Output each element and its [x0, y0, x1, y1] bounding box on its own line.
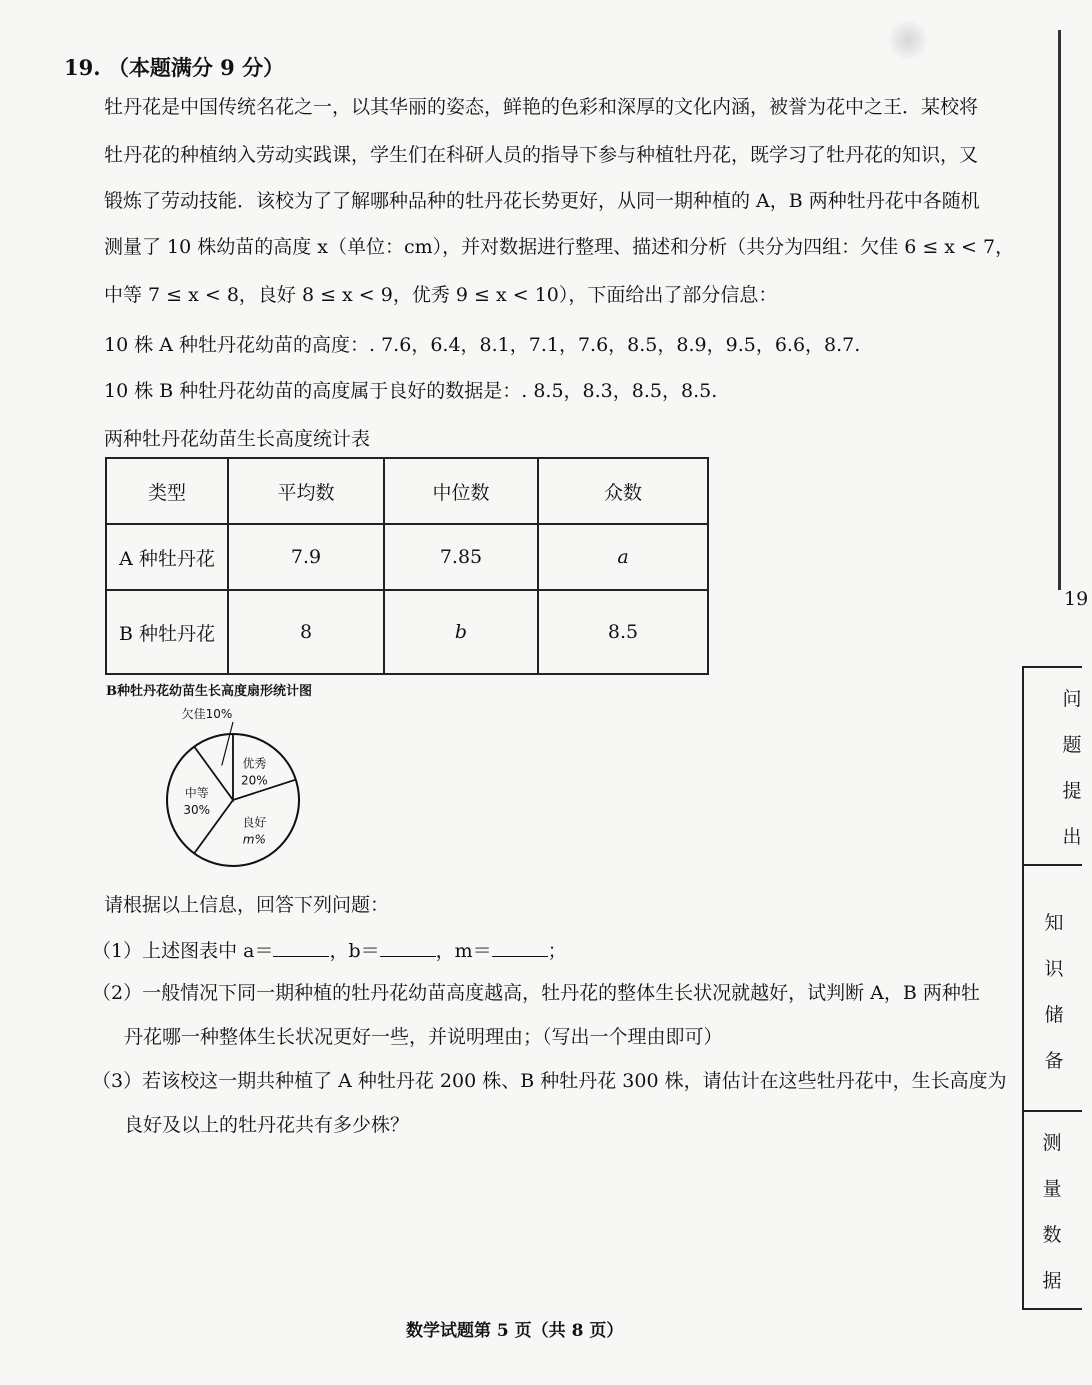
pie-value-3: 30%: [183, 803, 211, 817]
side-char: 出: [1062, 826, 1082, 848]
q1-m-label: ，m＝: [435, 940, 492, 962]
cell-type-b: B 种牡丹花: [106, 590, 228, 674]
cell-mode-b: 8.5: [538, 590, 708, 674]
intro-line-5: 中等 7 ≤ x < 8，良好 8 ≤ x < 9，优秀 9 ≤ x < 10），下面给出了部分信息：: [104, 284, 778, 306]
question-number: 19.: [64, 55, 101, 80]
scan-smudge: [888, 20, 928, 60]
q1-b-label: ，b＝: [329, 940, 380, 962]
side-char: 问: [1062, 688, 1082, 710]
side-box-knowledge: [1022, 864, 1082, 1112]
table-row: [106, 524, 708, 590]
pie-label-2: 良好: [242, 815, 267, 830]
cell-median-a: 7.85: [384, 524, 538, 590]
side-box-problem: [1022, 666, 1082, 866]
answer-blank-b[interactable]: [380, 938, 436, 957]
side-char: 数: [1042, 1224, 1062, 1246]
side-question-number: 19: [1064, 588, 1089, 610]
side-char: 题: [1062, 734, 1082, 756]
intro-line-3: 锻炼了劳动技能．该校为了了解哪种品种的牡丹花长势更好，从同一期种植的 A，B 两种牡丹花中各随机: [104, 190, 980, 212]
question-header: [64, 52, 284, 82]
pie-label-0: 欠佳10%: [181, 707, 233, 721]
pie-chart: [150, 700, 310, 880]
question-score: （本题满分 9 分）: [107, 55, 285, 80]
answer-blank-m[interactable]: [492, 938, 548, 957]
side-char: 识: [1044, 958, 1064, 980]
pie-label-3: 中等: [184, 786, 209, 800]
table-row: [106, 590, 708, 674]
pie-leader-line: [222, 722, 233, 765]
question-2-line-1: （2）一般情况下同一期种植的牡丹花幼苗高度越高，牡丹花的整体生长状况就越好，试判断 A，B 两种牡: [92, 982, 980, 1004]
stats-table: [105, 457, 709, 675]
cell-mode-a: a: [538, 524, 708, 590]
page-footer: 数学试题第 5 页（共 8 页）: [406, 1321, 624, 1341]
table-title: 两种牡丹花幼苗生长高度统计表: [104, 428, 371, 450]
side-char: 测: [1042, 1132, 1062, 1154]
side-char: 据: [1042, 1270, 1062, 1292]
data-b-line: 10 株 B 种牡丹花幼苗的高度属于良好的数据是：. 8.5，8.3，8.5，8.5.: [104, 380, 718, 402]
question-1: [92, 936, 567, 963]
intro-line-4: 测量了 10 株幼苗的高度 x（单位：cm），并对数据进行整理、描述和分析（共分为四组：欠佳 6 ≤ x < 7，: [104, 236, 1015, 258]
question-2-line-2: 丹花哪一种整体生长状况更好一些，并说明理由；（写出一个理由即可）: [124, 1026, 723, 1048]
header-type: 类型: [106, 458, 228, 524]
q1-end: ；: [547, 940, 567, 962]
binding-line: [1058, 30, 1061, 590]
question-3-line-1: （3）若该校这一期共种植了 A 种牡丹花 200 株、B 种牡丹花 300 株，请估计在这些牡丹花中，生长高度为: [92, 1070, 1007, 1092]
pie-chart-title: B种牡丹花幼苗生长高度扇形统计图: [106, 684, 312, 699]
question-3-line-2: 良好及以上的牡丹花共有多少株？: [124, 1114, 410, 1136]
answer-blank-a[interactable]: [273, 938, 329, 957]
q1-prefix: （1）上述图表中 a＝: [92, 940, 274, 962]
header-mean: 平均数: [228, 458, 384, 524]
side-char: 量: [1042, 1178, 1062, 1200]
side-char: 知: [1044, 912, 1064, 934]
questions-prompt: 请根据以上信息，回答下列问题：: [104, 894, 390, 916]
intro-line-2: 牡丹花的种植纳入劳动实践课，学生们在科研人员的指导下参与种植牡丹花，既学习了牡丹花的知识，又: [104, 144, 979, 166]
pie-value-2: m%: [242, 832, 266, 847]
cell-type-a: A 种牡丹花: [106, 524, 228, 590]
table-header-row: [106, 458, 708, 524]
cell-median-b: b: [384, 590, 538, 674]
intro-line-1: 牡丹花是中国传统名花之一，以其华丽的姿态，鲜艳的色彩和深厚的文化内涵，被誉为花中之王．某校将: [104, 96, 979, 118]
header-median: 中位数: [384, 458, 538, 524]
side-char: 储: [1044, 1004, 1064, 1026]
side-char: 备: [1044, 1050, 1064, 1072]
side-box-measure: [1022, 1110, 1082, 1310]
cell-mean-a: 7.9: [228, 524, 384, 590]
pie-label-1: 优秀: [242, 756, 267, 771]
data-a-line: 10 株 A 种牡丹花幼苗的高度：. 7.6，6.4，8.1，7.1，7.6，8.5，8.9，9.5，6.6，8.7.: [104, 334, 861, 356]
header-mode: 众数: [538, 458, 708, 524]
side-char: 提: [1062, 780, 1082, 802]
cell-mean-b: 8: [228, 590, 384, 674]
pie-value-1: 20%: [241, 773, 268, 788]
